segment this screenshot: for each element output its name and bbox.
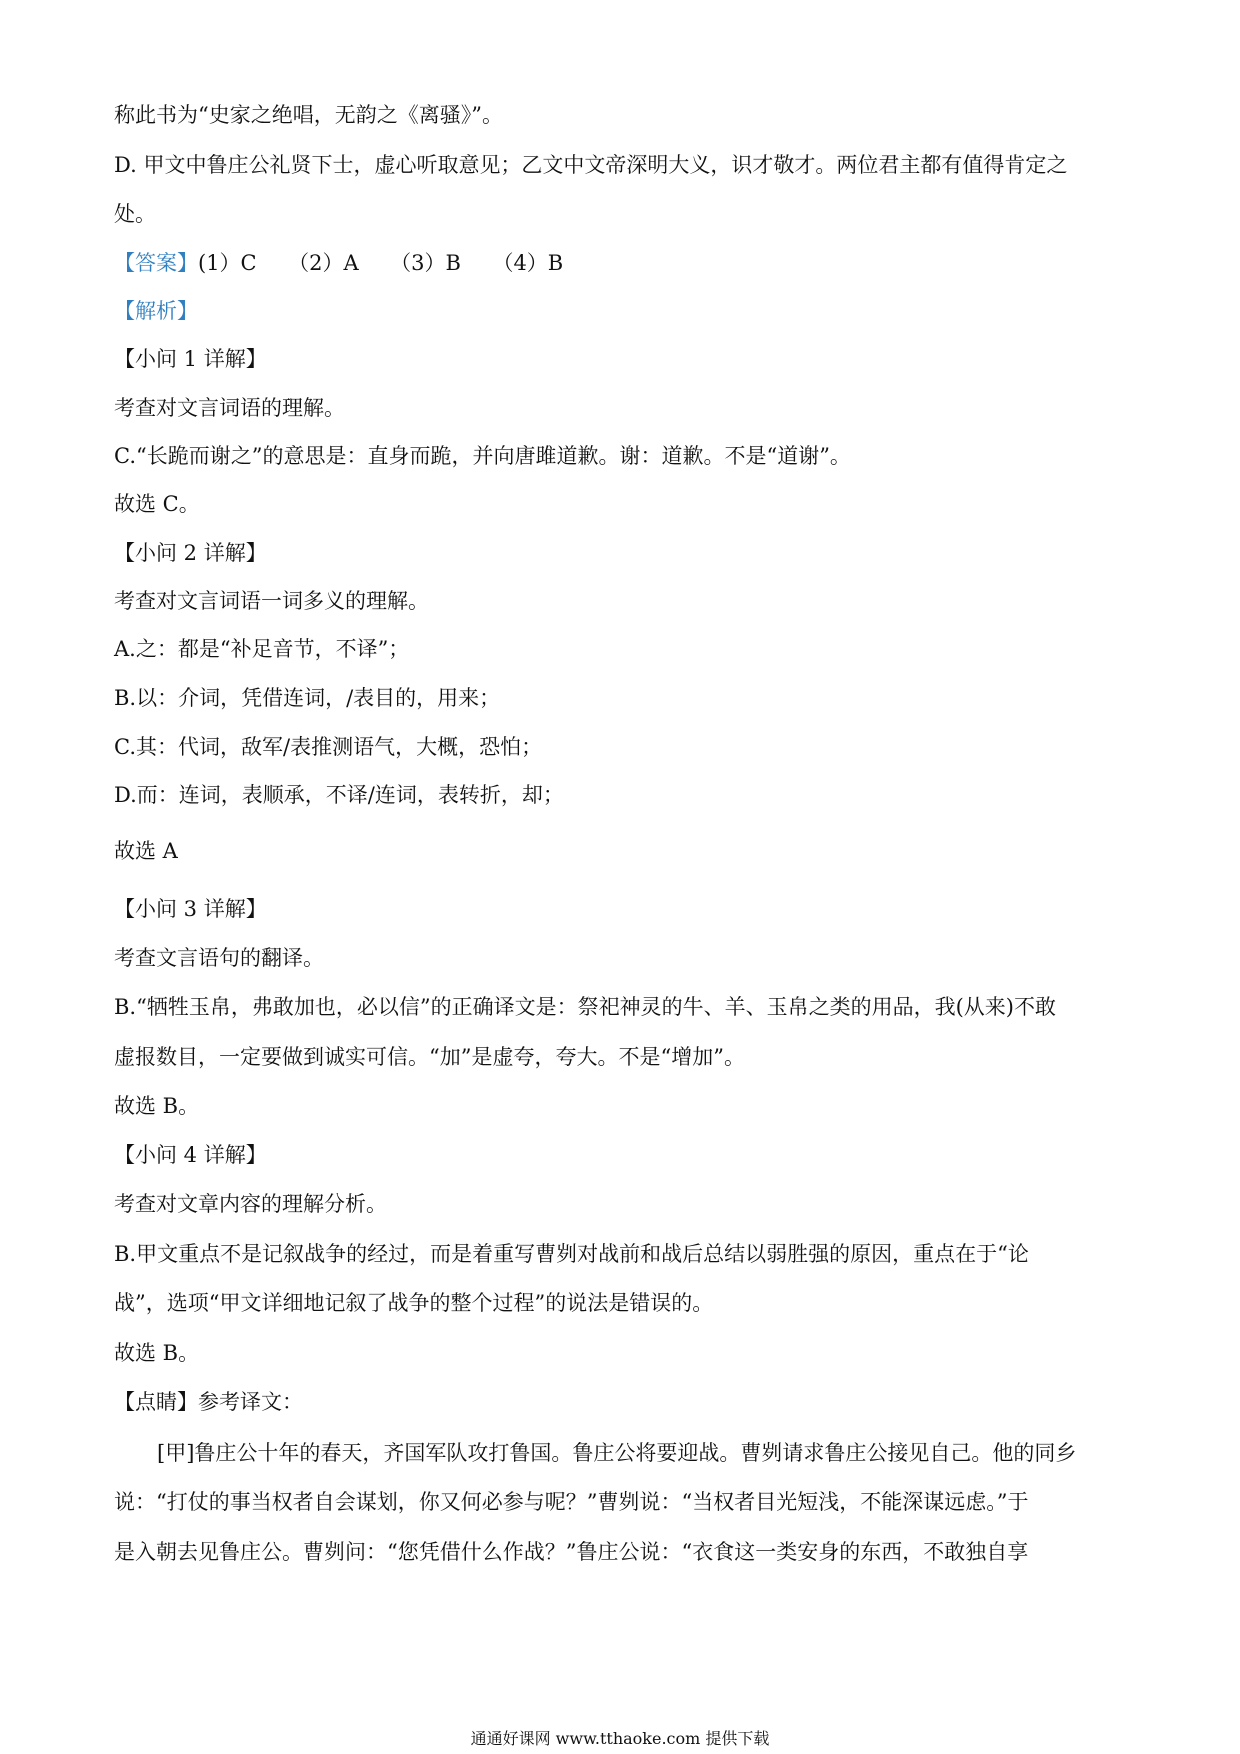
q2-option: B.以：介词，凭借连词，/表目的，用来； bbox=[114, 686, 501, 710]
q1-conclusion: 故选 C。 bbox=[114, 492, 200, 516]
q1-text: 考查对文言词语的理解。 bbox=[114, 396, 345, 420]
footer-source: 通通好课网 www.tthaoke.com 提供下载 bbox=[470, 1729, 770, 1748]
q2-text: 考查对文言词语一词多义的理解。 bbox=[114, 589, 429, 613]
q2-option: A.之：都是“补足音节，不译”； bbox=[114, 637, 410, 661]
q2-option: C.其：代词，敌军/表推测语气，大概，恐怕； bbox=[114, 735, 543, 759]
q4-heading: 【小问 4 详解】 bbox=[114, 1143, 267, 1167]
answer-tag: 【答案】 bbox=[114, 251, 198, 275]
q4-conclusion: 故选 B。 bbox=[114, 1341, 200, 1365]
q1-text: C.“长跪而谢之”的意思是：直身而跪，并向唐雎道歉。谢：道歉。不是“道谢”。 bbox=[114, 444, 851, 468]
translation-line: 是入朝去见鲁庄公。曹刿问：“您凭借什么作战？”鲁庄公说：“衣食这一类安身的东西，不敢独自享 bbox=[114, 1540, 1029, 1564]
text-line: 称此书为“史家之绝唱，无韵之《离骚》”。 bbox=[114, 103, 503, 127]
q2-option: D.而：连词，表顺承，不译/连词，表转折，却； bbox=[114, 783, 564, 807]
q4-text: 考查对文章内容的理解分析。 bbox=[114, 1192, 387, 1216]
option-d-line: D. 甲文中鲁庄公礼贤下士，虚心听取意见；乙文中文帝深明大义，识才敬才。两位君主都有值得肯定之 bbox=[114, 153, 1068, 177]
tip-heading: 【点睛】参考译文： bbox=[114, 1390, 303, 1414]
q4-text: B.甲文重点不是记叙战争的经过，而是着重写曹刿对战前和战后总结以弱胜强的原因，重点在于“论 bbox=[114, 1242, 1029, 1266]
option-d-continued: 处。 bbox=[114, 202, 156, 226]
q4-text: 战”，选项“甲文详细地记叙了战争的整个过程”的说法是错误的。 bbox=[114, 1291, 714, 1315]
q2-conclusion: 故选 A bbox=[114, 839, 178, 863]
q3-conclusion: 故选 B。 bbox=[114, 1094, 200, 1118]
translation-line: [甲]鲁庄公十年的春天，齐国军队攻打鲁国。鲁庄公将要迎战。曹刿请求鲁庄公接见自己。他的同乡 bbox=[157, 1441, 1077, 1465]
translation-line: 说：“打仗的事当权者自会谋划，你又何必参与呢？”曹刿说：“当权者目光短浅，不能深谋远虑。”于 bbox=[114, 1490, 1029, 1514]
q2-heading: 【小问 2 详解】 bbox=[114, 541, 267, 565]
q3-text: B.“牺牲玉帛，弗敢加也，必以信”的正确译文是：祭祀神灵的牛、羊、玉帛之类的用品，我(从来)不敢 bbox=[114, 995, 1056, 1019]
answer-line bbox=[114, 248, 1124, 278]
q3-text: 考查文言语句的翻译。 bbox=[114, 946, 324, 970]
q3-text: 虚报数目，一定要做到诚实可信。“加”是虚夸，夸大。不是“增加”。 bbox=[114, 1045, 745, 1069]
q1-heading: 【小问 1 详解】 bbox=[114, 347, 267, 371]
answer-text: (1）C （2）A （3）B （4）B bbox=[198, 251, 564, 275]
analysis-tag: 【解析】 bbox=[114, 299, 198, 323]
q3-heading: 【小问 3 详解】 bbox=[114, 897, 267, 921]
